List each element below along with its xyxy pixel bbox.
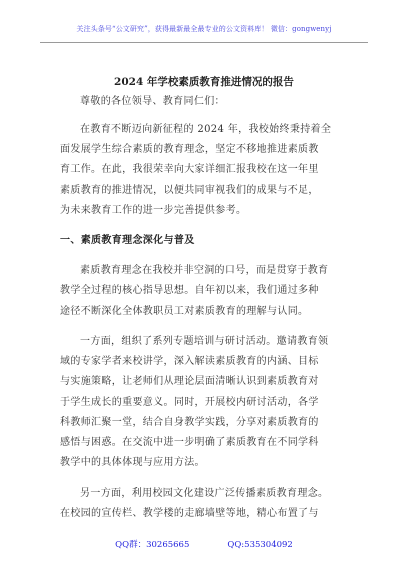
paragraph-line: 在校园的宣传栏、教学楼的走廊墙壁等地，精心布置了与 [60,508,319,519]
paragraph-line: 面发展学生综合素质的教育理念，坚定不移地推进素质教 [60,144,319,155]
footer-contact [0,538,408,550]
paragraph-line: 另一方面，利用校园文化建设广泛传播素质教育理念。 [80,488,329,499]
salutation: 尊敬的各位领导、教育同仁们： [80,96,225,107]
paragraph-line: 教学全过程的核心指导思想。自年初以来，我们通过多种 [60,285,319,296]
paragraph-line: 途径不断深化全体教职员工对素质教育的理解与认同。 [60,306,309,317]
paragraph-line: 素质教育的推进情况，以便共同审视我们的成果与不足， [60,185,319,196]
paragraph-line: 教学中的具体体现与应用方法。 [60,457,205,468]
footer-qq-number: QQ:535304092 [227,540,293,550]
paragraph-line: 域的专家学者来校讲学，深入解读素质教育的内涵、目标 [60,356,319,367]
footer-qq-group: QQ群：30265665 [115,540,190,550]
paragraph-line: 素质教育理念在我校并非空洞的口号，而是贯穿于教育 [80,265,329,276]
paragraph-line: 育工作。在此，我很荣幸向大家详细汇报我校在这一年里 [60,164,319,175]
paragraph-line: 科教师汇聚一堂，结合自身教学实践，分享对素质教育的 [60,417,319,428]
paragraph-line: 于学生成长的重要意义。同时，开展校内研讨活动，各学 [60,397,319,408]
header-promo-text: 关注头条号“公文研究”，获得最新最全最专业的公文资料库！ 微信：gongwenyj [76,25,332,33]
header-divider [40,42,368,43]
paragraph-line: 一方面，组织了系列专题培训与研讨活动。邀请教育领 [80,336,329,347]
paragraph-line: 为未来教育工作的进一步完善提供参考。 [60,205,247,216]
paragraph-line: 在教育不断迈向新征程的 2024 年，我校始终秉持着全 [80,124,332,135]
section-heading: 一、素质教育理念深化与普及 [60,235,195,246]
paragraph-line: 感悟与困惑。在交流中进一步明确了素质教育在不同学科 [60,437,319,448]
paragraph-line: 与实施策略，让老师们从理论层面清晰认识到素质教育对 [60,376,319,387]
document-title: 2024 年学校素质教育推进情况的报告 [114,76,294,88]
